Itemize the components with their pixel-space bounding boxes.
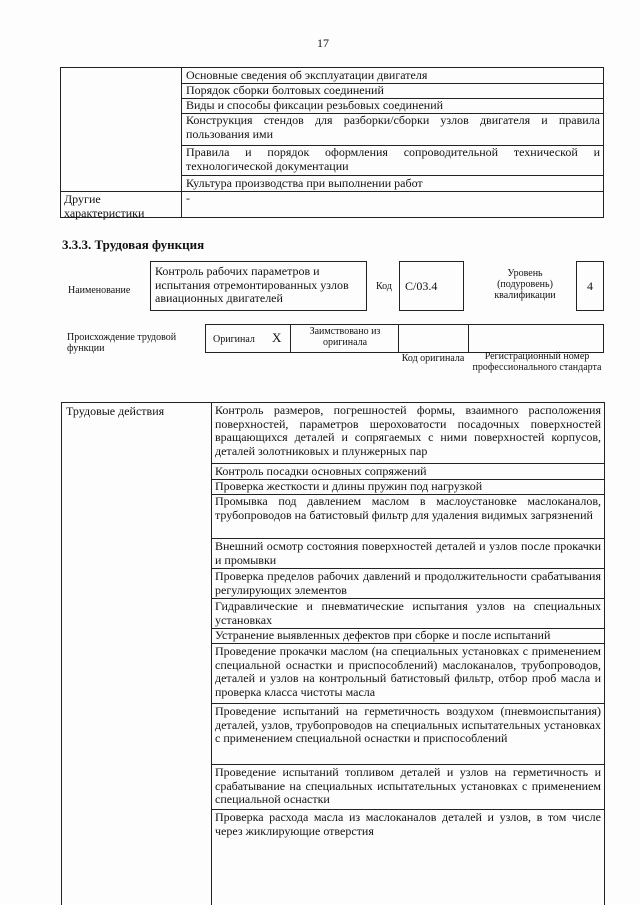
- code-caption: Код оригинала: [401, 353, 465, 364]
- action-item: Контроль размеров, погрешностей формы, взаимного расположения поверхностей, параметров шероховатости посадочных поверхностей вращающихся деталей и сопрягаемых с ними поверхностей корпусов, деталей золотниковых и плунжерных пар: [215, 403, 601, 458]
- original-mark: X: [272, 330, 282, 345]
- section-title: 3.3.3. Трудовая функция: [62, 237, 205, 252]
- code-box: [399, 261, 464, 311]
- code-value: С/03.4: [405, 279, 438, 293]
- reg-number-caption: Регистрационный номер профессионального стандарта: [472, 351, 602, 373]
- knowledge-item: Основные сведения об эксплуатации двигателя: [186, 68, 428, 82]
- function-name-box: [150, 261, 367, 311]
- action-item: Проверка жесткости и длины пружин под нагрузкой: [215, 479, 483, 493]
- function-name: Контроль рабочих параметров и испытания отремонтированных узлов авиационных двигателей: [155, 264, 349, 305]
- knowledge-item: Конструкция стендов для разборки/сборки узлов двигателя и правила пользования ими: [186, 113, 600, 141]
- level-value: 4: [587, 279, 593, 293]
- action-item: Устранение выявленных дефектов при сборке и после испытаний: [215, 628, 551, 642]
- knowledge-item: Виды и способы фиксации резьбовых соединений: [186, 98, 444, 112]
- knowledge-item: Правила и порядок оформления сопроводительной технической и технологической документации: [186, 145, 600, 173]
- borrowed-label: Заимствовано из оригинала: [309, 326, 381, 348]
- action-item: Проведение испытаний на герметичность воздухом (пневмоиспытания) деталей, узлов, трубопроводов на специальных испытательных установках с применением специальной оснастки и приспособлений: [215, 704, 601, 745]
- knowledge-item: Порядок сборки болтовых соединений: [186, 83, 384, 97]
- action-item: Проверка расхода масла из маслоканалов деталей и узлов, в том числе через жиклирующие отверстия: [215, 810, 601, 838]
- code-label: Код: [376, 281, 392, 292]
- knowledge-item: Культура производства при выполнении работ: [186, 176, 423, 190]
- action-item: Промывка под давлением маслом в маслоустановке маслоканалов, трубопроводов на батистовый фильтр для удаления видимых загрязнений: [215, 494, 601, 522]
- origin-label: Происхождение трудовой функции: [67, 332, 177, 354]
- level-box: [576, 261, 604, 311]
- page-number: 17: [317, 36, 329, 50]
- action-item: Проведение испытаний топливом деталей и узлов на герметичность и срабатывание на специальных испытательных установках с применением специальной оснастки: [215, 765, 601, 806]
- action-item: Контроль посадки основных сопряжений: [215, 464, 427, 478]
- original-label: Оригинал: [213, 334, 255, 345]
- action-item: Гидравлические и пневматические испытания узлов на специальных установках: [215, 599, 601, 627]
- action-item: Проведение прокачки маслом (на специальных установках с применением специальной оснастки и приспособлений) маслоканалов, трубопроводов, деталей и узлов на контрольный батистовый фильтр, отбор проб масла и проверка класса чистоты масла: [215, 644, 601, 699]
- other-characteristics-label: Другие характеристики: [64, 192, 145, 220]
- level-label: Уровень (подуровень) квалификации: [494, 268, 556, 301]
- actions-label: Трудовые действия: [66, 404, 165, 418]
- other-characteristics-value: -: [186, 191, 190, 205]
- action-item: Внешний осмотр состояния поверхностей деталей и узлов после прокачки и промывки: [215, 539, 601, 567]
- action-item: Проверка пределов рабочих давлений и продолжительности срабатывания регулирующих элементов: [215, 569, 601, 597]
- name-label: Наименование: [68, 285, 131, 296]
